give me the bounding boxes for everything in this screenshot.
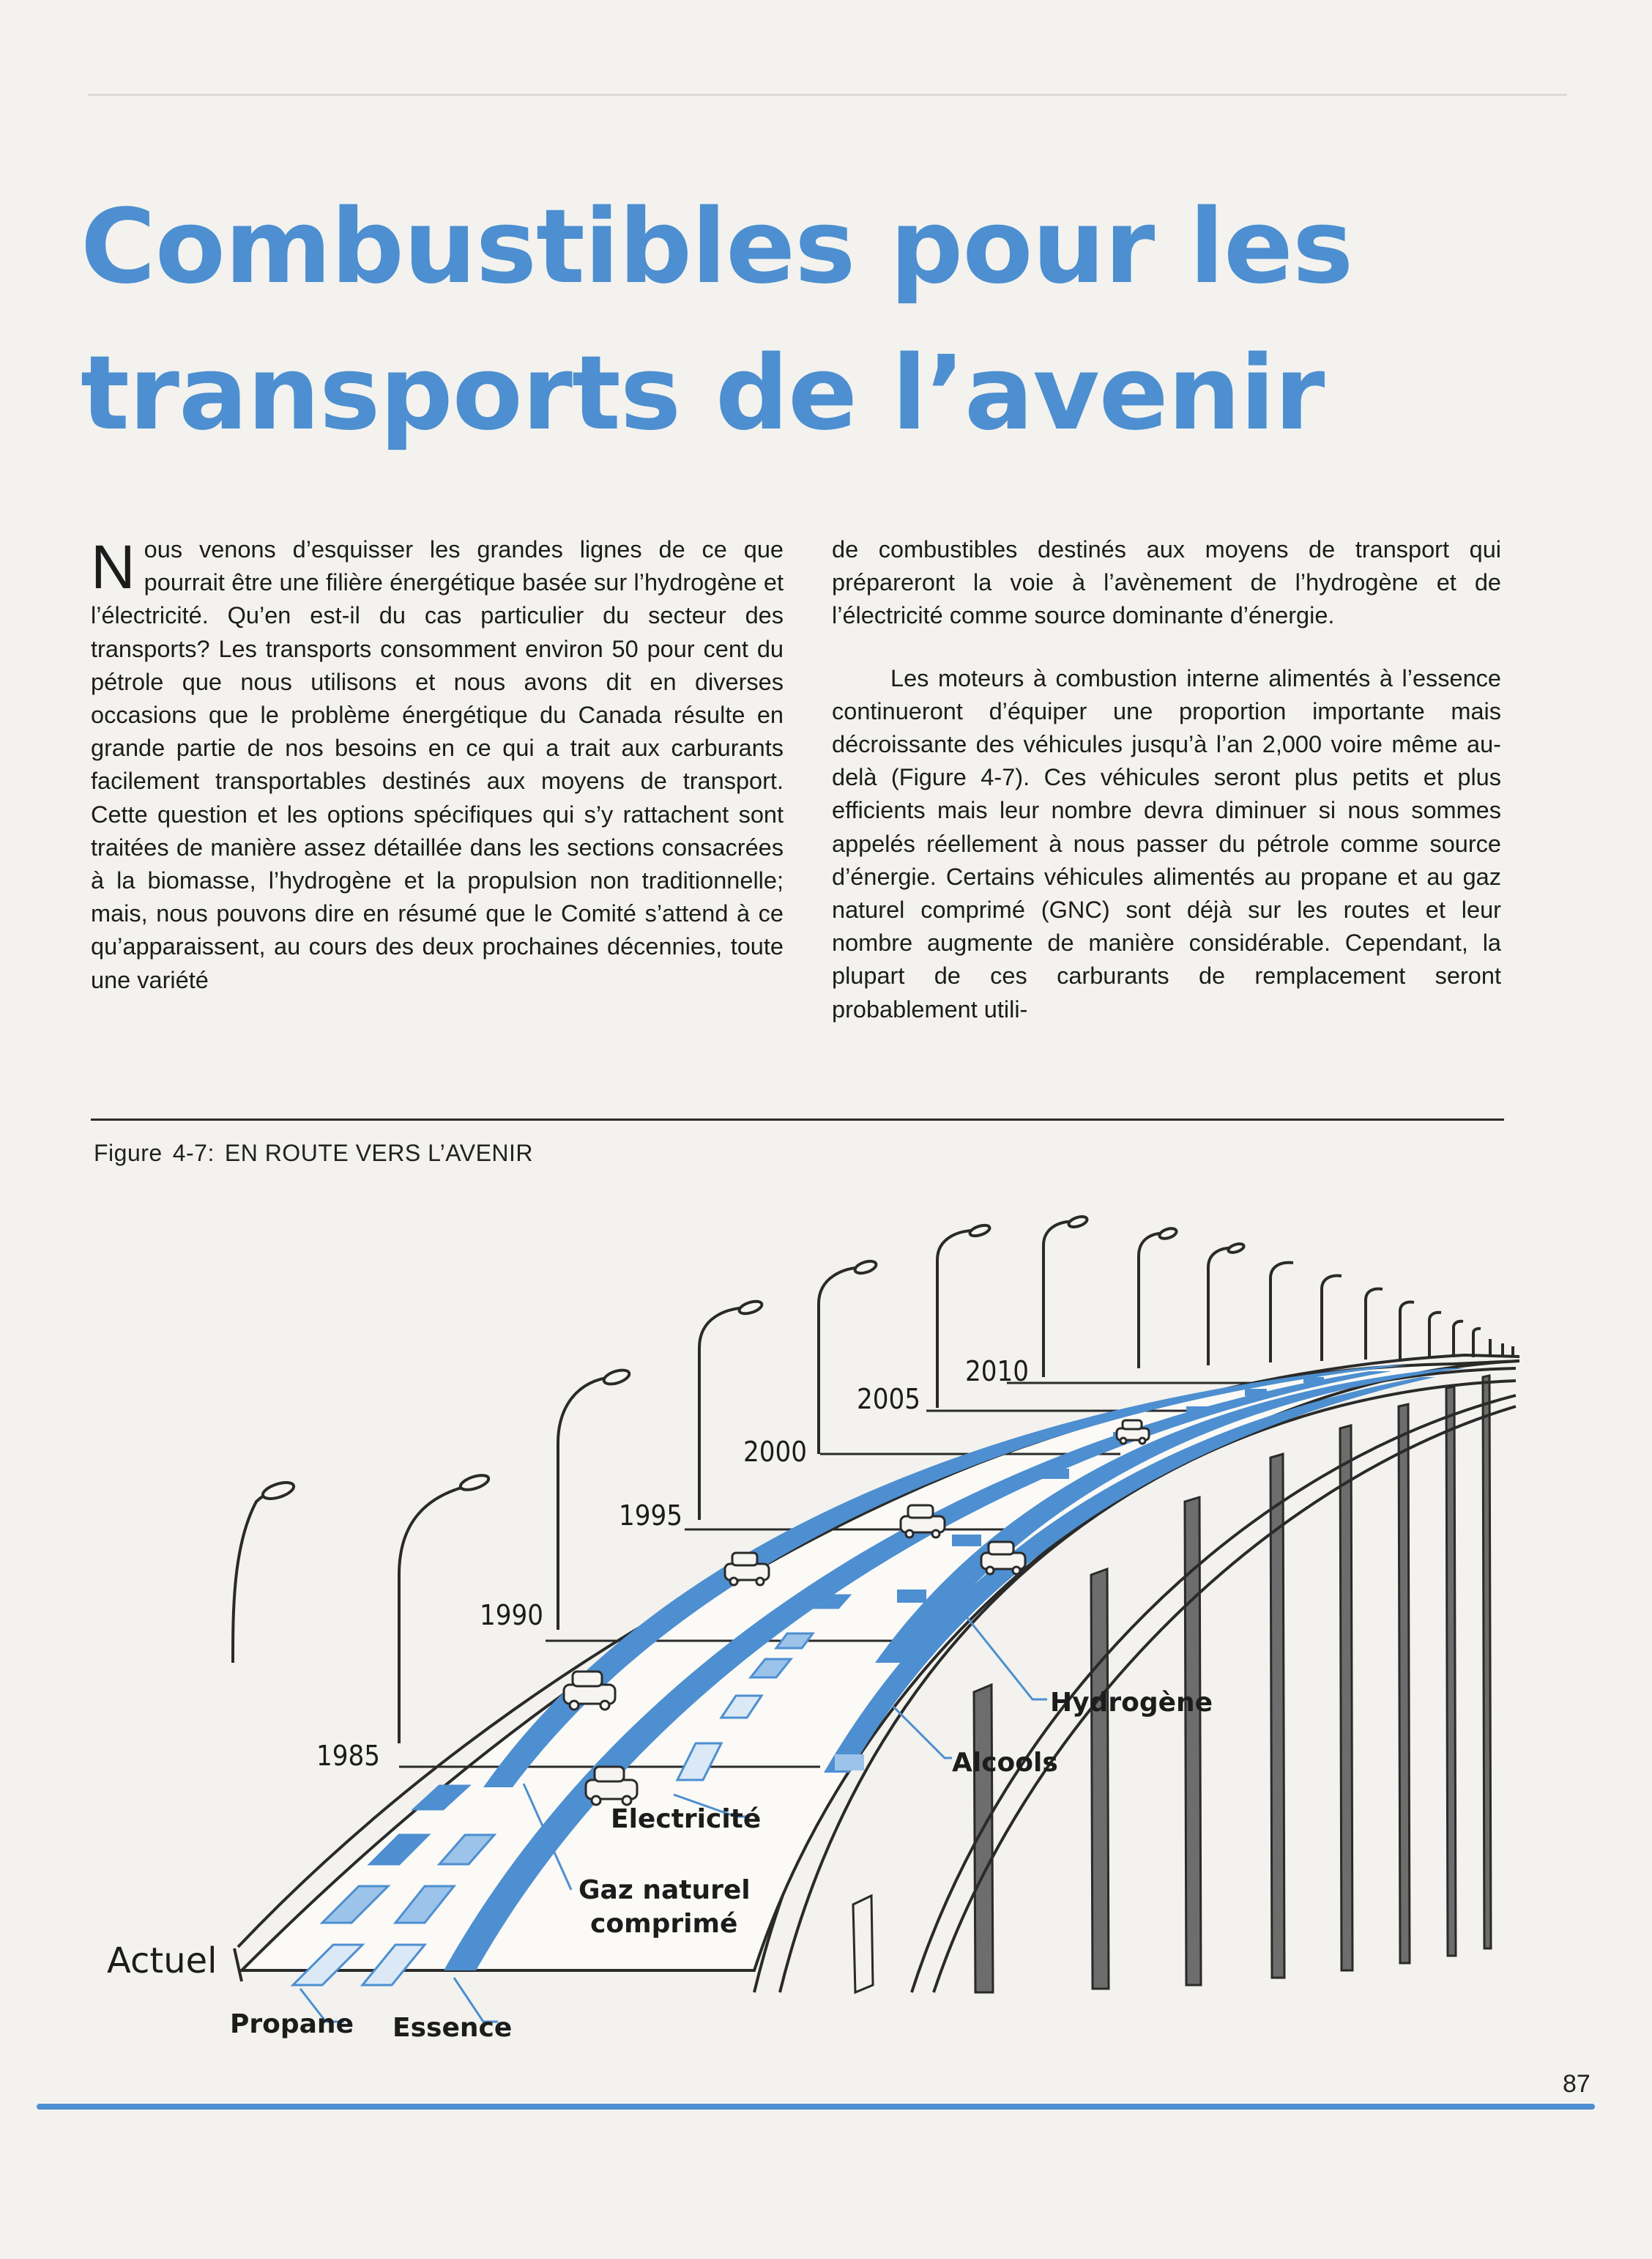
label-gaz-naturel-1: Gaz naturel [578, 1875, 751, 1905]
figure-caption-text: EN ROUTE VERS L’AVENIR [224, 1140, 534, 1166]
right-paragraph-2: Les moteurs à combustion interne alimentés à l’essence continueront d’équiper une proportion importante mais décroissante des véhicules jusqu’à l’an 2,000 voire même au-delà (Figure 4-7). Ces véhicules seront plus petits et plus efficients mais leur nombre devra diminuer si nous sommes appelés réellement à nous passer du pétrole comme source d’énergie. Certains véhicules alimentés au propane et au gaz naturel comprimé (GNC) sont déjà sur les routes et leur nombre augmente de manière considérable. Cependant, la plupart de ces carburants de remplacement seront probablement utili- [832, 664, 1501, 1023]
road-surface [242, 1361, 1519, 1970]
year-label: 1985 [316, 1740, 380, 1772]
page-title [81, 174, 1353, 467]
title-line-2: transports de l’avenir [81, 334, 1325, 453]
figure-number: 4-7: [172, 1140, 215, 1166]
right-paragraph-1: de combustibles destinés aux moyens de transport qui prépareront la voie à l’avènement de l’hydrogène et de l’électricité comme source dominante d’énergie. [832, 536, 1501, 629]
figure-caption [94, 1140, 533, 1167]
figure-label: Figure [94, 1140, 163, 1166]
label-propane: Propane [230, 2009, 354, 2039]
left-column [91, 533, 784, 997]
label-hydrogene: Hydrogène [1050, 1688, 1213, 1718]
year-label: 2010 [965, 1355, 1029, 1387]
label-gaz-naturel-2: comprimé [590, 1909, 738, 1939]
top-rule [88, 94, 1567, 96]
label-essence: Essence [392, 2013, 513, 2043]
year-label: 2000 [743, 1436, 807, 1468]
year-label: 1990 [480, 1599, 543, 1631]
label-alcools: Alcools [952, 1748, 1058, 1778]
drop-cap: N [91, 533, 135, 601]
figure-rule [91, 1119, 1504, 1121]
year-label: 2005 [857, 1383, 920, 1415]
actuel-label: Actuel [107, 1940, 217, 1981]
left-column-text: ous venons d’esquisser les grandes lignes de ce que pourrait être une filière énergétique basée sur l’hydrogène et l’électricité. Qu’en est-il du cas particulier du secteur des transports? Les transports consomment environ 50 pour cent du pétrole que nous utilisons et nous avons dit en diverses occasions que le problème énergétique du Canada résulte en grande partie de nos besoins en ce qui a trait aux carburants facilement transportables destinés aux moyens de transport. Cette question et les options spécifiques qui s’y rattachent sont traitées de manière assez détaillée dans les sections consacrées à la biomasse, l’hydrogène et la propulsion non traditionnelle; mais, nous pouvons dire en résumé que le Comité s’attend à ce qu’apparaissent, au cours des deux prochaines décennies, toute une variété [91, 536, 784, 993]
highway-illustration [0, 1172, 1652, 2088]
right-column [832, 533, 1501, 1026]
title-line-1: Combustibles pour les [81, 188, 1353, 307]
label-electricite: Electricité [611, 1804, 762, 1834]
year-label: 1995 [619, 1499, 682, 1532]
bottom-rule [37, 2104, 1595, 2110]
page-number: 87 [1563, 2070, 1590, 2098]
